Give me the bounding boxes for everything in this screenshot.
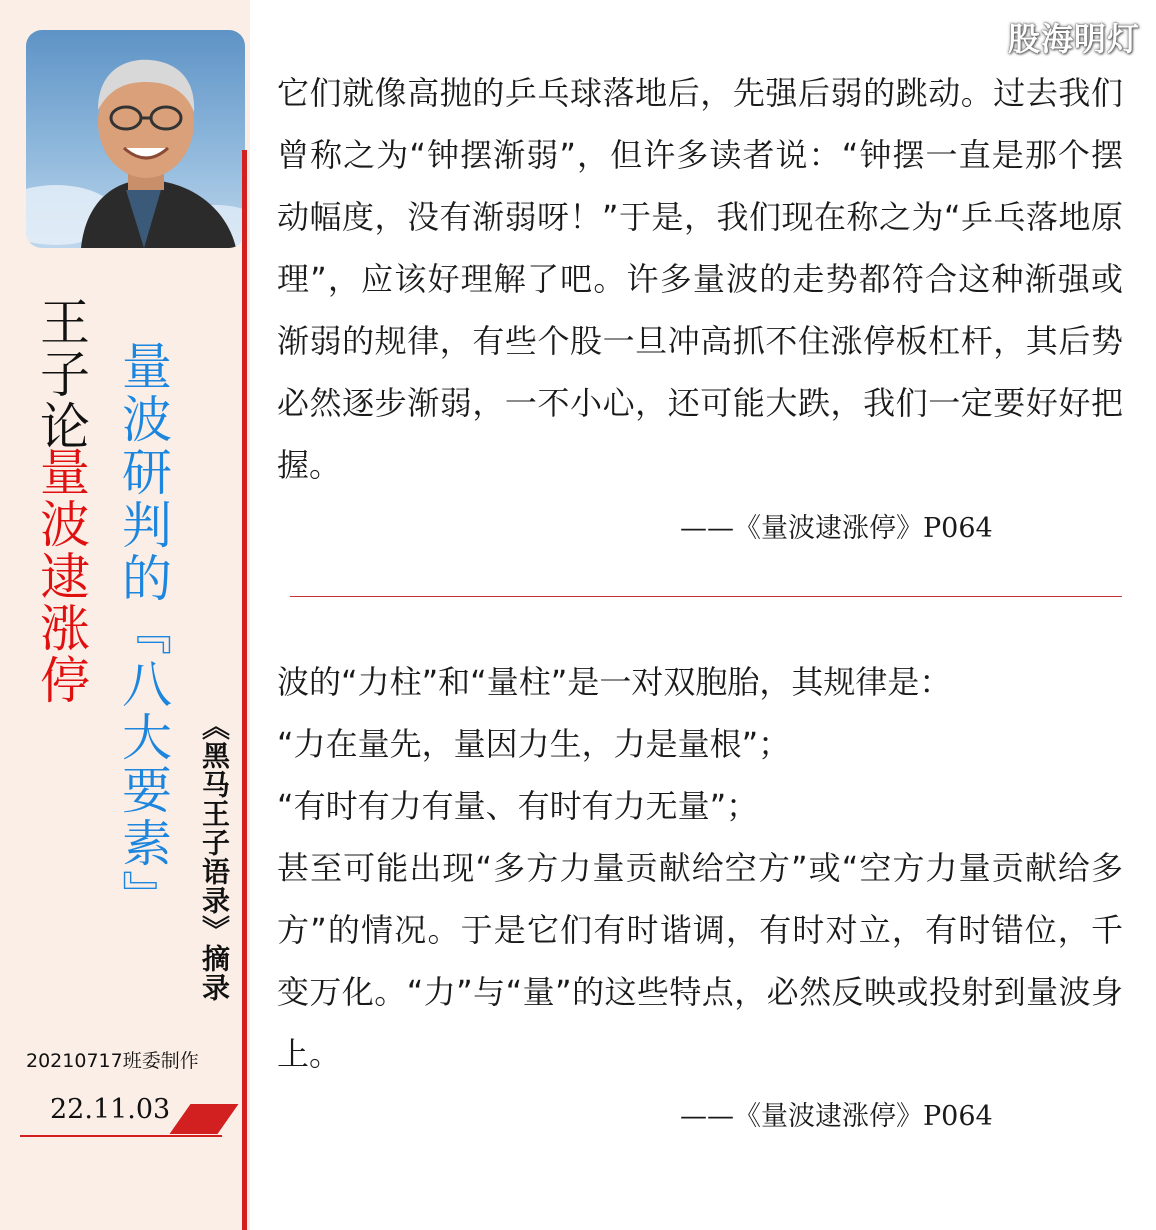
quote-block-1 <box>277 62 1123 496</box>
title-prefix: 王子论 <box>32 296 90 452</box>
section-divider <box>290 596 1122 597</box>
topic-title: 量波研判的『八大要素』 <box>114 340 172 923</box>
quote-2-line: “有时有力有量、有时有力无量”； <box>277 787 759 825</box>
watermark: 股海明灯 <box>1007 20 1140 58</box>
portrait-photo <box>26 30 245 248</box>
quote-block-2 <box>277 651 1123 1085</box>
quote-1-citation: ——《量波逮涨停》P064 <box>680 513 993 544</box>
quote-2-line: 甚至可能出现“多方力量贡献给空方”或“空方力量贡献给多方”的情况。于是它们有时谐调，有时对立，有时错位，千变万化。“力”与“量”的这些特点，必然反映或投射到量波身上。 <box>277 849 1123 1073</box>
sidebar <box>0 0 250 1230</box>
date-accent <box>169 1104 238 1134</box>
book-title: 量波逮涨停 <box>32 446 90 706</box>
quote-2-citation: ——《量波逮涨停》P064 <box>680 1101 993 1132</box>
source-label: 《黑马王子语录》摘录 <box>198 712 231 1002</box>
date-underline <box>20 1135 222 1137</box>
sidebar-divider <box>242 150 247 1230</box>
quote-2-line: 波的“力柱”和“量柱”是一对双胞胎，其规律是： <box>277 663 952 701</box>
date-label: 22.11.03 <box>50 1094 171 1125</box>
quote-1-text: 它们就像高抛的乒乓球落地后，先强后弱的跳动。过去我们曾称之为“钟摆渐弱”，但许多读者说：“钟摆一直是那个摆动幅度，没有渐弱呀！”于是，我们现在称之为“乒乓落地原理”，应该好理解了吧。许多量波的走势都符合这种渐强或渐弱的规律，有些个股一旦冲高抓不住涨停板杠杆，其后势必然逐步渐弱，一不小心，还可能大跌，我们一定要好好把握。 <box>277 74 1123 484</box>
quote-2-line: “力在量先，量因力生，力是量根”； <box>277 725 791 763</box>
maker-label: 20210717班委制作 <box>26 1050 199 1072</box>
